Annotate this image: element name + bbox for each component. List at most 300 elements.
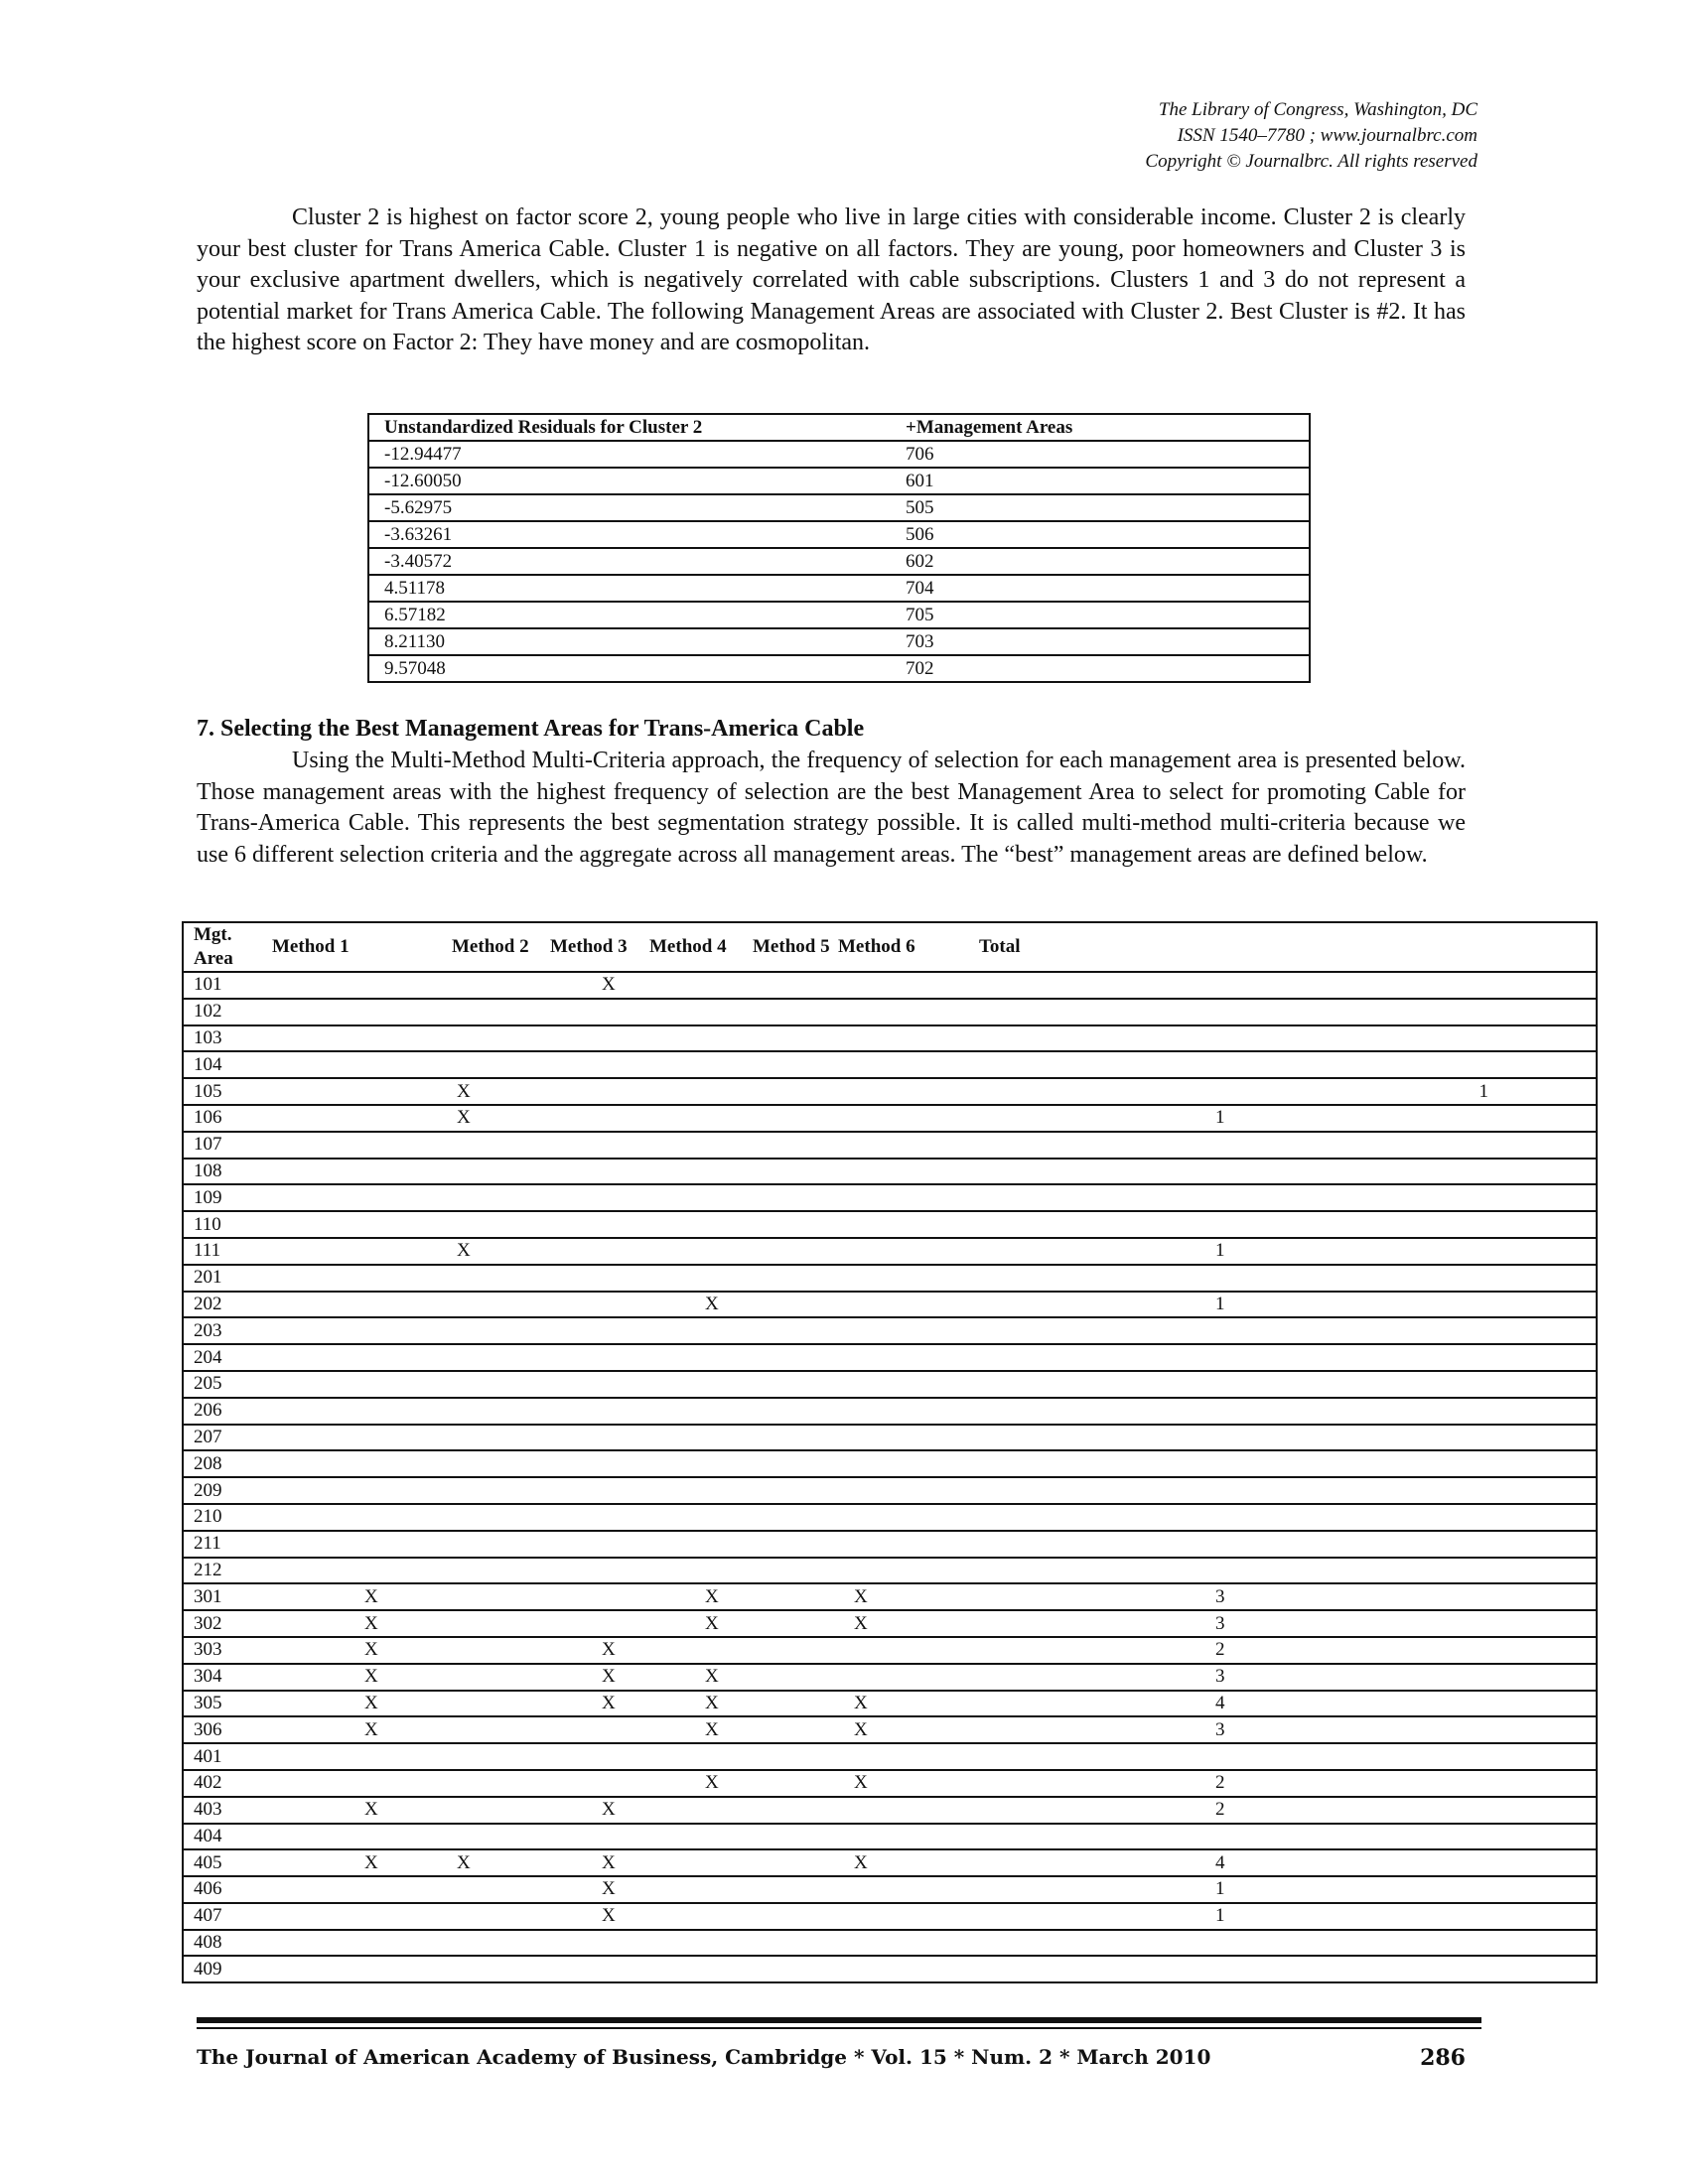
method-4-cell (643, 1292, 747, 1318)
residuals-table (367, 413, 1311, 683)
method-3-cell-text: X (602, 1851, 616, 1873)
mgt-area-cell-text: 304 (194, 1666, 222, 1688)
method-1-cell (260, 1824, 447, 1850)
method-1-cell (260, 1132, 447, 1159)
mgt-area-cell-text: 401 (194, 1745, 222, 1767)
mgt-area-cell-text: 305 (194, 1692, 222, 1713)
total-cell-text: 2 (1215, 1799, 1225, 1821)
extra-total-cell (1321, 999, 1597, 1025)
method-6-cell (834, 1583, 967, 1610)
footer-rule-thick (197, 2017, 1481, 2023)
methods-row (183, 1078, 1597, 1105)
method-3-cell (544, 1105, 643, 1132)
method-5-cell (747, 1664, 834, 1691)
total-cell (967, 1292, 1321, 1318)
mgt-area-cell (183, 1770, 260, 1797)
mgt-area-cell (183, 1504, 260, 1531)
total-cell (967, 999, 1321, 1025)
method-5-cell (747, 1292, 834, 1318)
mgt-area-cell (183, 1051, 260, 1078)
mgt-area-cell-text: 303 (194, 1639, 222, 1661)
method-4-cell (643, 1132, 747, 1159)
method-6-cell (834, 1876, 967, 1903)
method-3-cell (544, 1664, 643, 1691)
method-5-cell (747, 1824, 834, 1850)
method-3-cell (544, 1930, 643, 1957)
mgt-area-cell-text: 108 (194, 1160, 222, 1181)
total-cell-text: 1 (1215, 1240, 1225, 1262)
method-2-cell (447, 1903, 544, 1930)
method-5-cell (747, 999, 834, 1025)
mgt-area-cell-text: 103 (194, 1026, 222, 1048)
method-5-cell (747, 1425, 834, 1451)
method-1-cell (260, 1876, 447, 1903)
method-1-cell (260, 1691, 447, 1717)
extra-total-cell (1321, 1930, 1597, 1957)
header-method-5: Method 5 (747, 922, 834, 972)
method-6-cell (834, 1849, 967, 1876)
methods-row (183, 1903, 1597, 1930)
management-area-value: 601 (891, 468, 1310, 494)
methods-row (183, 1159, 1597, 1185)
methods-row (183, 1344, 1597, 1371)
method-6-cell (834, 1184, 967, 1211)
method-3-cell (544, 1824, 643, 1850)
method-3-cell (544, 1691, 643, 1717)
method-5-cell (747, 1398, 834, 1425)
method-1-cell (260, 1664, 447, 1691)
method-4-cell (643, 1344, 747, 1371)
method-4-cell-text: X (705, 1585, 719, 1607)
method-6-cell (834, 1637, 967, 1664)
method-1-cell (260, 1105, 447, 1132)
method-2-cell (447, 1265, 544, 1292)
method-2-cell (447, 1344, 544, 1371)
method-6-cell (834, 1477, 967, 1504)
method-6-cell (834, 1078, 967, 1105)
residuals-row (368, 548, 1310, 575)
method-3-cell (544, 1477, 643, 1504)
method-2-cell-text: X (457, 1080, 471, 1102)
total-cell (967, 1184, 1321, 1211)
mgt-area-cell-text: 306 (194, 1718, 222, 1740)
residuals-row (368, 602, 1310, 628)
mgt-area-cell (183, 1691, 260, 1717)
management-area-value: 704 (891, 575, 1310, 602)
mgt-area-cell-text: 301 (194, 1585, 222, 1607)
method-1-cell (260, 1770, 447, 1797)
method-4-cell (643, 1610, 747, 1637)
management-area-value: 506 (891, 521, 1310, 548)
method-3-cell (544, 1716, 643, 1743)
mgt-area-cell (183, 972, 260, 999)
residuals-row (368, 575, 1310, 602)
residual-value: -3.63261 (368, 521, 891, 548)
total-cell (967, 1159, 1321, 1185)
method-6-cell (834, 1930, 967, 1957)
method-6-cell (834, 999, 967, 1025)
extra-total-cell (1321, 1265, 1597, 1292)
method-4-cell (643, 1504, 747, 1531)
methods-row (183, 972, 1597, 999)
total-cell-text: 3 (1215, 1612, 1225, 1634)
method-4-cell (643, 1637, 747, 1664)
extra-total-cell (1321, 1025, 1597, 1052)
method-2-cell (447, 1425, 544, 1451)
method-4-cell (643, 1691, 747, 1717)
method-1-cell-text: X (364, 1799, 378, 1821)
mgt-area-cell (183, 1664, 260, 1691)
mgt-area-cell (183, 1238, 260, 1265)
method-2-cell (447, 1371, 544, 1398)
method-6-cell (834, 1956, 967, 1982)
method-1-cell (260, 1903, 447, 1930)
total-cell (967, 1132, 1321, 1159)
method-3-cell (544, 1504, 643, 1531)
mgt-area-cell (183, 1797, 260, 1824)
mgt-area-cell-text: 402 (194, 1772, 222, 1794)
method-2-cell-text: X (457, 1851, 471, 1873)
extra-total-cell (1321, 1184, 1597, 1211)
total-cell (967, 1344, 1321, 1371)
methods-row (183, 1238, 1597, 1265)
method-4-cell (643, 1770, 747, 1797)
total-cell-text: 1 (1215, 1107, 1225, 1129)
mgt-area-cell-text: 407 (194, 1905, 222, 1927)
mgt-area-cell (183, 1903, 260, 1930)
methods-row (183, 1743, 1597, 1770)
residual-value: -12.60050 (368, 468, 891, 494)
residual-value: 9.57048 (368, 655, 891, 682)
method-3-cell (544, 1610, 643, 1637)
total-cell-text: 4 (1215, 1692, 1225, 1713)
methods-row (183, 1930, 1597, 1957)
mgt-area-cell (183, 1184, 260, 1211)
total-cell (967, 1558, 1321, 1584)
mgt-area-cell (183, 1450, 260, 1477)
method-2-cell (447, 1477, 544, 1504)
mgt-area-cell (183, 1371, 260, 1398)
total-cell (967, 1743, 1321, 1770)
methods-row (183, 1797, 1597, 1824)
method-5-cell (747, 1371, 834, 1398)
method-1-cell-text: X (364, 1666, 378, 1688)
method-2-cell (447, 972, 544, 999)
methods-row (183, 1371, 1597, 1398)
method-4-cell (643, 1051, 747, 1078)
mgt-area-cell-text: 205 (194, 1373, 222, 1395)
method-3-cell (544, 1078, 643, 1105)
method-2-cell (447, 1637, 544, 1664)
method-5-cell (747, 1849, 834, 1876)
mgt-area-cell (183, 1583, 260, 1610)
method-2-cell (447, 1876, 544, 1903)
total-cell (967, 1477, 1321, 1504)
extra-total-cell (1321, 1504, 1597, 1531)
total-cell (967, 1691, 1321, 1717)
methods-row (183, 1025, 1597, 1052)
method-6-cell (834, 1716, 967, 1743)
method-3-cell (544, 1797, 643, 1824)
method-5-cell (747, 1265, 834, 1292)
method-6-cell (834, 1025, 967, 1052)
method-5-cell (747, 1691, 834, 1717)
extra-total-cell (1321, 1849, 1597, 1876)
extra-total-cell (1321, 1105, 1597, 1132)
methods-row (183, 1610, 1597, 1637)
total-cell (967, 1664, 1321, 1691)
paragraph-2-text: Using the Multi-Method Multi-Criteria approach, the frequency of selection for each management area is presented below. Those management areas with the highest frequency of selection are the best Management Area to select for promoting Cable for Trans-America Cable. This represents the best segmentation strategy possible. It is called multi-method multi-criteria because we use 6 different selection criteria and the aggregate across all management areas. The “best” management areas are defined below. (197, 748, 1466, 868)
extra-total-cell (1321, 1477, 1597, 1504)
header-mgt-area: Mgt. Area (183, 922, 260, 972)
method-2-cell-text: X (457, 1240, 471, 1262)
footer (197, 2045, 1466, 2069)
method-1-cell-text: X (364, 1612, 378, 1634)
method-4-cell (643, 1184, 747, 1211)
method-2-cell-text: X (457, 1107, 471, 1129)
method-5-cell (747, 1876, 834, 1903)
extra-total-cell (1321, 1450, 1597, 1477)
method-3-cell (544, 1159, 643, 1185)
method-5-cell (747, 1583, 834, 1610)
mgt-area-cell-text: 201 (194, 1267, 222, 1289)
method-3-cell (544, 1025, 643, 1052)
method-3-cell (544, 1317, 643, 1344)
header-blank (1321, 922, 1597, 972)
methods-row (183, 1132, 1597, 1159)
methods-row (183, 1824, 1597, 1850)
method-6-cell (834, 1211, 967, 1238)
extra-total-cell (1321, 1531, 1597, 1558)
method-5-cell (747, 1211, 834, 1238)
method-3-cell (544, 1558, 643, 1584)
method-5-cell (747, 972, 834, 999)
total-cell (967, 1425, 1321, 1451)
method-5-cell (747, 1956, 834, 1982)
method-3-cell (544, 1238, 643, 1265)
mgt-area-cell-text: 111 (194, 1240, 221, 1262)
method-1-cell (260, 1450, 447, 1477)
method-1-cell-text: X (364, 1639, 378, 1661)
method-3-cell (544, 1292, 643, 1318)
mgt-area-cell (183, 1078, 260, 1105)
method-3-cell (544, 1743, 643, 1770)
residuals-header-col2: +Management Areas (891, 414, 1310, 441)
total-cell (967, 972, 1321, 999)
total-cell-text: 1 (1215, 1905, 1225, 1927)
mgt-area-cell (183, 1317, 260, 1344)
mgt-area-cell (183, 1211, 260, 1238)
methods-row (183, 1531, 1597, 1558)
method-5-cell (747, 1105, 834, 1132)
method-3-cell (544, 1184, 643, 1211)
method-4-cell (643, 1078, 747, 1105)
method-3-cell-text: X (602, 1878, 616, 1900)
method-6-cell (834, 1770, 967, 1797)
method-2-cell (447, 1398, 544, 1425)
methods-row (183, 1691, 1597, 1717)
method-2-cell (447, 1504, 544, 1531)
method-5-cell (747, 1132, 834, 1159)
method-4-cell (643, 1824, 747, 1850)
mgt-area-cell-text: 403 (194, 1799, 222, 1821)
method-2-cell (447, 1610, 544, 1637)
method-6-cell (834, 1691, 967, 1717)
mgt-area-cell-text: 204 (194, 1346, 222, 1368)
method-5-cell (747, 1025, 834, 1052)
total-cell-text: 4 (1215, 1851, 1225, 1873)
method-2-cell (447, 999, 544, 1025)
method-5-cell (747, 1610, 834, 1637)
method-4-cell (643, 1664, 747, 1691)
methods-row (183, 1956, 1597, 1982)
method-1-cell (260, 972, 447, 999)
total-cell (967, 1956, 1321, 1982)
method-2-cell (447, 1238, 544, 1265)
method-4-cell (643, 1371, 747, 1398)
mgt-area-cell-text: 105 (194, 1080, 222, 1102)
method-2-cell (447, 1132, 544, 1159)
method-5-cell (747, 1159, 834, 1185)
mgt-area-cell-text: 101 (194, 974, 222, 996)
methods-row (183, 1849, 1597, 1876)
total-cell (967, 1876, 1321, 1903)
method-4-cell (643, 1531, 747, 1558)
method-6-cell-text: X (854, 1612, 868, 1634)
method-4-cell (643, 1398, 747, 1425)
paragraph-multi-method (197, 746, 1466, 871)
method-3-cell (544, 1398, 643, 1425)
mgt-area-cell-text: 208 (194, 1452, 222, 1474)
total-cell (967, 1398, 1321, 1425)
total-cell (967, 1051, 1321, 1078)
methods-header-row (183, 922, 1597, 972)
total-cell (967, 1930, 1321, 1957)
method-4-cell (643, 1583, 747, 1610)
methods-row (183, 1184, 1597, 1211)
method-3-cell (544, 1450, 643, 1477)
methods-row (183, 1716, 1597, 1743)
management-area-value: 602 (891, 548, 1310, 575)
method-2-cell (447, 1211, 544, 1238)
mgt-area-cell-text: 408 (194, 1932, 222, 1954)
total-cell (967, 1797, 1321, 1824)
method-1-cell-text: X (364, 1585, 378, 1607)
header-line-2: ISSN 1540–7780 ; www.journalbrc.com (1177, 125, 1477, 146)
mgt-area-cell-text: 203 (194, 1319, 222, 1341)
paragraph-cluster-description (197, 203, 1466, 359)
mgt-area-cell-text: 210 (194, 1506, 222, 1528)
mgt-area-cell-text: 106 (194, 1107, 222, 1129)
method-6-cell (834, 1558, 967, 1584)
total-cell-text: 2 (1215, 1639, 1225, 1661)
mgt-area-cell-text: 211 (194, 1533, 221, 1555)
page-number: 286 (1420, 2045, 1466, 2071)
extra-total-cell (1321, 1876, 1597, 1903)
method-6-cell-text: X (854, 1585, 868, 1607)
method-2-cell (447, 1797, 544, 1824)
methods-row (183, 1504, 1597, 1531)
mgt-area-cell (183, 1824, 260, 1850)
methods-table (182, 921, 1598, 1983)
residual-value: 8.21130 (368, 628, 891, 655)
method-5-cell (747, 1344, 834, 1371)
residuals-header-col1: Unstandardized Residuals for Cluster 2 (368, 414, 891, 441)
method-1-cell (260, 1930, 447, 1957)
mgt-area-cell (183, 1132, 260, 1159)
total-cell (967, 1078, 1321, 1105)
management-area-value: 703 (891, 628, 1310, 655)
method-3-cell (544, 1371, 643, 1398)
mgt-area-cell (183, 1105, 260, 1132)
extra-total-cell (1321, 1956, 1597, 1982)
management-area-value: 705 (891, 602, 1310, 628)
extra-total-cell (1321, 1824, 1597, 1850)
header-method-6: Method 6 (834, 922, 967, 972)
mgt-area-cell (183, 1265, 260, 1292)
residual-value: -12.94477 (368, 441, 891, 468)
methods-row (183, 1398, 1597, 1425)
total-cell (967, 1504, 1321, 1531)
method-1-cell (260, 1238, 447, 1265)
total-cell (967, 1824, 1321, 1850)
method-4-cell (643, 1743, 747, 1770)
extra-total-cell (1321, 1610, 1597, 1637)
mgt-area-cell (183, 1956, 260, 1982)
method-6-cell (834, 1610, 967, 1637)
method-6-cell (834, 972, 967, 999)
mgt-area-cell (183, 1930, 260, 1957)
method-5-cell (747, 1797, 834, 1824)
method-4-cell (643, 1425, 747, 1451)
methods-row (183, 1450, 1597, 1477)
methods-row (183, 1558, 1597, 1584)
method-1-cell (260, 1716, 447, 1743)
extra-total-cell (1321, 1743, 1597, 1770)
method-6-cell-text: X (854, 1692, 868, 1713)
method-6-cell (834, 1425, 967, 1451)
mgt-area-cell-text: 104 (194, 1053, 222, 1075)
method-6-cell (834, 1159, 967, 1185)
method-6-cell (834, 1265, 967, 1292)
mgt-area-cell-text: 102 (194, 1001, 222, 1023)
mgt-area-cell (183, 1477, 260, 1504)
method-2-cell (447, 1849, 544, 1876)
extra-total-cell (1321, 1051, 1597, 1078)
method-1-cell-text: X (364, 1692, 378, 1713)
method-3-cell (544, 999, 643, 1025)
method-5-cell (747, 1637, 834, 1664)
method-4-cell-text: X (705, 1612, 719, 1634)
total-cell (967, 1317, 1321, 1344)
method-4-cell (643, 1211, 747, 1238)
method-1-cell-text: X (364, 1718, 378, 1740)
method-4-cell (643, 1930, 747, 1957)
method-2-cell (447, 1051, 544, 1078)
method-3-cell (544, 1583, 643, 1610)
extra-total-cell (1321, 972, 1597, 999)
method-5-cell (747, 1504, 834, 1531)
method-1-cell (260, 1344, 447, 1371)
method-1-cell (260, 1317, 447, 1344)
method-1-cell (260, 1051, 447, 1078)
mgt-area-cell (183, 1531, 260, 1558)
method-3-cell-text: X (602, 1666, 616, 1688)
methods-row (183, 1425, 1597, 1451)
mgt-area-cell-text: 110 (194, 1213, 221, 1235)
method-4-cell-text: X (705, 1772, 719, 1794)
method-2-cell (447, 1583, 544, 1610)
